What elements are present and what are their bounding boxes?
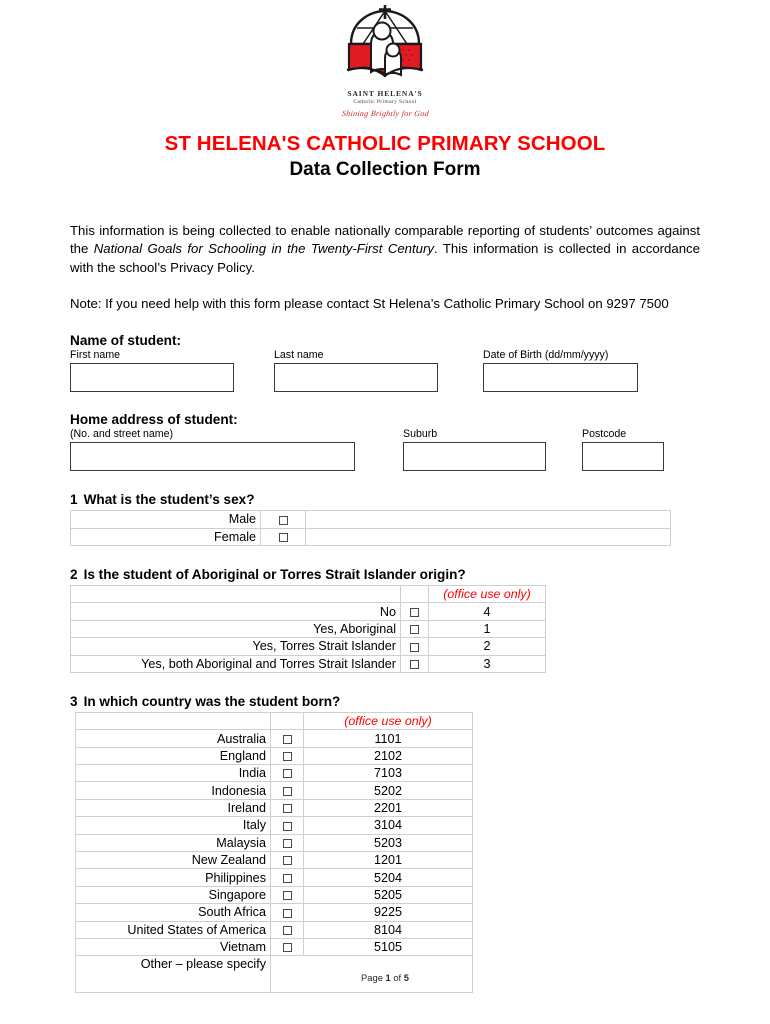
- office-code: 2102: [304, 747, 473, 764]
- question-2-rows: [71, 585, 546, 672]
- postcode-field: [582, 428, 664, 471]
- checkbox-icon[interactable]: [283, 839, 292, 848]
- office-code: 3104: [304, 817, 473, 834]
- logo-motto: Shining Brightly for God: [341, 109, 429, 118]
- question-2-heading: [70, 567, 700, 582]
- street-field: [70, 428, 355, 471]
- option-label: South Africa: [76, 904, 271, 921]
- table-row: [76, 747, 473, 764]
- last-name-input[interactable]: [274, 363, 438, 392]
- checkbox-icon[interactable]: [283, 804, 292, 813]
- office-code: 2: [429, 638, 546, 655]
- address-fields-row: [70, 428, 700, 471]
- table-row: [76, 886, 473, 903]
- page-title: ST HELENA'S CATHOLIC PRIMARY SCHOOL: [164, 132, 606, 155]
- logo-school-name: SAINT HELENA'S: [347, 89, 423, 98]
- checkbox-icon[interactable]: [283, 856, 292, 865]
- page-footer: [0, 972, 770, 983]
- question-2-number: 2: [70, 566, 78, 582]
- first-name-field: [70, 349, 234, 392]
- option-label: No: [71, 603, 401, 620]
- other-please-specify-label: Other – please specify: [76, 956, 271, 993]
- office-use-header: [304, 712, 473, 729]
- question-3-rows: [76, 712, 473, 992]
- intro-part1: This information is being collected to enable nationally comparable reporting of students’ outcomes against the: [70, 223, 700, 257]
- table-row: [71, 528, 671, 545]
- checkbox-icon[interactable]: [283, 891, 292, 900]
- spacer: [546, 428, 582, 471]
- table-row: [76, 765, 473, 782]
- option-checkbox-cell[interactable]: [271, 939, 304, 956]
- option-label: Ireland: [76, 799, 271, 816]
- option-checkbox-cell[interactable]: [271, 817, 304, 834]
- checkbox-icon[interactable]: [283, 735, 292, 744]
- question-1-table: [70, 510, 671, 546]
- option-checkbox-cell[interactable]: [401, 655, 429, 672]
- option-checkbox-cell[interactable]: [261, 528, 306, 545]
- checkbox-icon[interactable]: [279, 533, 288, 542]
- table-row: [76, 799, 473, 816]
- question-3-text: In which country was the student born?: [83, 693, 341, 709]
- table-row: [71, 620, 546, 637]
- table-row: [76, 782, 473, 799]
- name-section-heading: Name of student:: [70, 333, 182, 349]
- option-checkbox-cell[interactable]: [271, 869, 304, 886]
- office-code: 3: [429, 655, 546, 672]
- page-subtitle: Data Collection Form: [289, 159, 481, 180]
- suburb-input[interactable]: [403, 442, 546, 471]
- option-label: Yes, both Aboriginal and Torres Strait Islander: [71, 655, 401, 672]
- option-checkbox-cell[interactable]: [271, 730, 304, 747]
- option-checkbox-cell[interactable]: [401, 620, 429, 637]
- option-label: Yes, Aboriginal: [71, 620, 401, 637]
- help-note: Note: If you need help with this form please contact St Helena’s Catholic Primary School on 9297 7500: [70, 295, 669, 311]
- table-row: [76, 834, 473, 851]
- checkbox-icon[interactable]: [283, 926, 292, 935]
- option-label: Malaysia: [76, 834, 271, 851]
- option-checkbox-cell[interactable]: [401, 638, 429, 655]
- intro-paragraph: [70, 222, 700, 277]
- spacer: [355, 428, 403, 471]
- last-name-label: Last name: [274, 349, 324, 362]
- question-1-number: 1: [70, 492, 78, 508]
- option-checkbox-cell[interactable]: [271, 886, 304, 903]
- option-label: Australia: [76, 730, 271, 747]
- footer-page-number: 1: [385, 972, 391, 983]
- street-input[interactable]: [70, 442, 355, 471]
- office-code: 1: [429, 620, 546, 637]
- intro-italic-title: National Goals for Schooling in the Twenty-First Century: [93, 241, 434, 257]
- blank-cell: [71, 585, 401, 602]
- office-code: 5203: [304, 834, 473, 851]
- option-label: India: [76, 765, 271, 782]
- option-label: Italy: [76, 817, 271, 834]
- postcode-input[interactable]: [582, 442, 664, 471]
- checkbox-icon[interactable]: [283, 822, 292, 831]
- school-logo: [0, 0, 770, 118]
- last-name-field: [274, 349, 438, 392]
- checkbox-icon[interactable]: [283, 909, 292, 918]
- name-fields-row: [70, 349, 700, 392]
- office-code: 5205: [304, 886, 473, 903]
- checkbox-icon[interactable]: [283, 787, 292, 796]
- blank-cell: [271, 712, 304, 729]
- option-label: Philippines: [76, 869, 271, 886]
- checkbox-icon[interactable]: [410, 608, 419, 617]
- question-1-rows: [71, 511, 671, 546]
- option-label: England: [76, 747, 271, 764]
- street-label: (No. and street name): [70, 428, 174, 441]
- checkbox-icon[interactable]: [283, 874, 292, 883]
- checkbox-icon[interactable]: [279, 516, 288, 525]
- option-checkbox-cell[interactable]: [271, 747, 304, 764]
- question-2-text: Is the student of Aboriginal or Torres Strait Islander origin?: [83, 566, 466, 582]
- date-of-birth-label: Date of Birth (dd/mm/yyyy): [483, 349, 609, 362]
- footer-total-pages: 5: [403, 972, 409, 983]
- option-checkbox-cell[interactable]: [271, 799, 304, 816]
- option-label: Female: [71, 528, 261, 545]
- first-name-label: First name: [70, 349, 121, 362]
- question-2-table: [70, 585, 546, 673]
- option-checkbox-cell[interactable]: [271, 834, 304, 851]
- option-checkbox-cell[interactable]: [271, 782, 304, 799]
- option-checkbox-cell[interactable]: [401, 603, 429, 620]
- first-name-input[interactable]: [70, 363, 234, 392]
- table-row: [71, 655, 546, 672]
- office-code: 4: [429, 603, 546, 620]
- table-row: [76, 869, 473, 886]
- blank-cell: [76, 712, 271, 729]
- option-label: Vietnam: [76, 939, 271, 956]
- office-code: 5204: [304, 869, 473, 886]
- option-label: Singapore: [76, 886, 271, 903]
- office-code: 1201: [304, 852, 473, 869]
- table-row: [76, 730, 473, 747]
- spacer: [438, 349, 483, 392]
- table-row: [76, 939, 473, 956]
- checkbox-icon[interactable]: [410, 643, 419, 652]
- option-label: Indonesia: [76, 782, 271, 799]
- date-of-birth-input[interactable]: [483, 363, 638, 392]
- date-of-birth-field: [483, 349, 638, 392]
- checkbox-icon[interactable]: [283, 943, 292, 952]
- intro-part2: . This information is collected in accordance with the school’s Privacy Policy.: [70, 241, 700, 275]
- suburb-field: [403, 428, 546, 471]
- table-header-row: [76, 712, 473, 729]
- office-code: 5202: [304, 782, 473, 799]
- question-1-text: What is the student’s sex?: [83, 492, 255, 508]
- suburb-label: Suburb: [403, 428, 438, 441]
- office-code: 5105: [304, 939, 473, 956]
- question-3-number: 3: [70, 693, 78, 709]
- checkbox-icon[interactable]: [410, 660, 419, 669]
- option-checkbox-cell[interactable]: [271, 852, 304, 869]
- table-row: [71, 603, 546, 620]
- question-3-table: [75, 712, 473, 993]
- office-code: 8104: [304, 921, 473, 938]
- address-section-heading: Home address of student:: [70, 412, 238, 428]
- office-code: 1101: [304, 730, 473, 747]
- office-code: 9225: [304, 904, 473, 921]
- table-row: [76, 817, 473, 834]
- checkbox-icon[interactable]: [410, 625, 419, 634]
- blank-cell: [401, 585, 429, 602]
- question-1-heading: [70, 492, 700, 507]
- school-crest-icon: [341, 4, 429, 88]
- table-row: [76, 852, 473, 869]
- option-label: Male: [71, 511, 261, 528]
- office-use-label: (office use only): [344, 714, 432, 729]
- footer-middle: of: [390, 972, 404, 983]
- table-row: [76, 904, 473, 921]
- option-checkbox-cell[interactable]: [271, 904, 304, 921]
- logo-school-subtitle: Catholic Primary School: [353, 99, 417, 105]
- postcode-label: Postcode: [582, 428, 627, 441]
- checkbox-icon[interactable]: [283, 752, 292, 761]
- option-checkbox-cell[interactable]: [261, 511, 306, 528]
- blank-cell: [306, 511, 671, 528]
- checkbox-icon[interactable]: [283, 769, 292, 778]
- table-header-row: [71, 585, 546, 602]
- blank-cell: [306, 528, 671, 545]
- footer-prefix: Page: [361, 972, 386, 983]
- question-3-heading: [70, 694, 700, 709]
- office-use-label: (office use only): [443, 587, 531, 602]
- office-use-header: [429, 585, 546, 602]
- table-row: [71, 511, 671, 528]
- option-checkbox-cell[interactable]: [271, 765, 304, 782]
- option-label: Yes, Torres Strait Islander: [71, 638, 401, 655]
- option-checkbox-cell[interactable]: [271, 921, 304, 938]
- table-row: [71, 638, 546, 655]
- option-label: United States of America: [76, 921, 271, 938]
- spacer: [234, 349, 274, 392]
- table-row: [76, 921, 473, 938]
- office-code: 7103: [304, 765, 473, 782]
- option-label: New Zealand: [76, 852, 271, 869]
- office-code: 2201: [304, 799, 473, 816]
